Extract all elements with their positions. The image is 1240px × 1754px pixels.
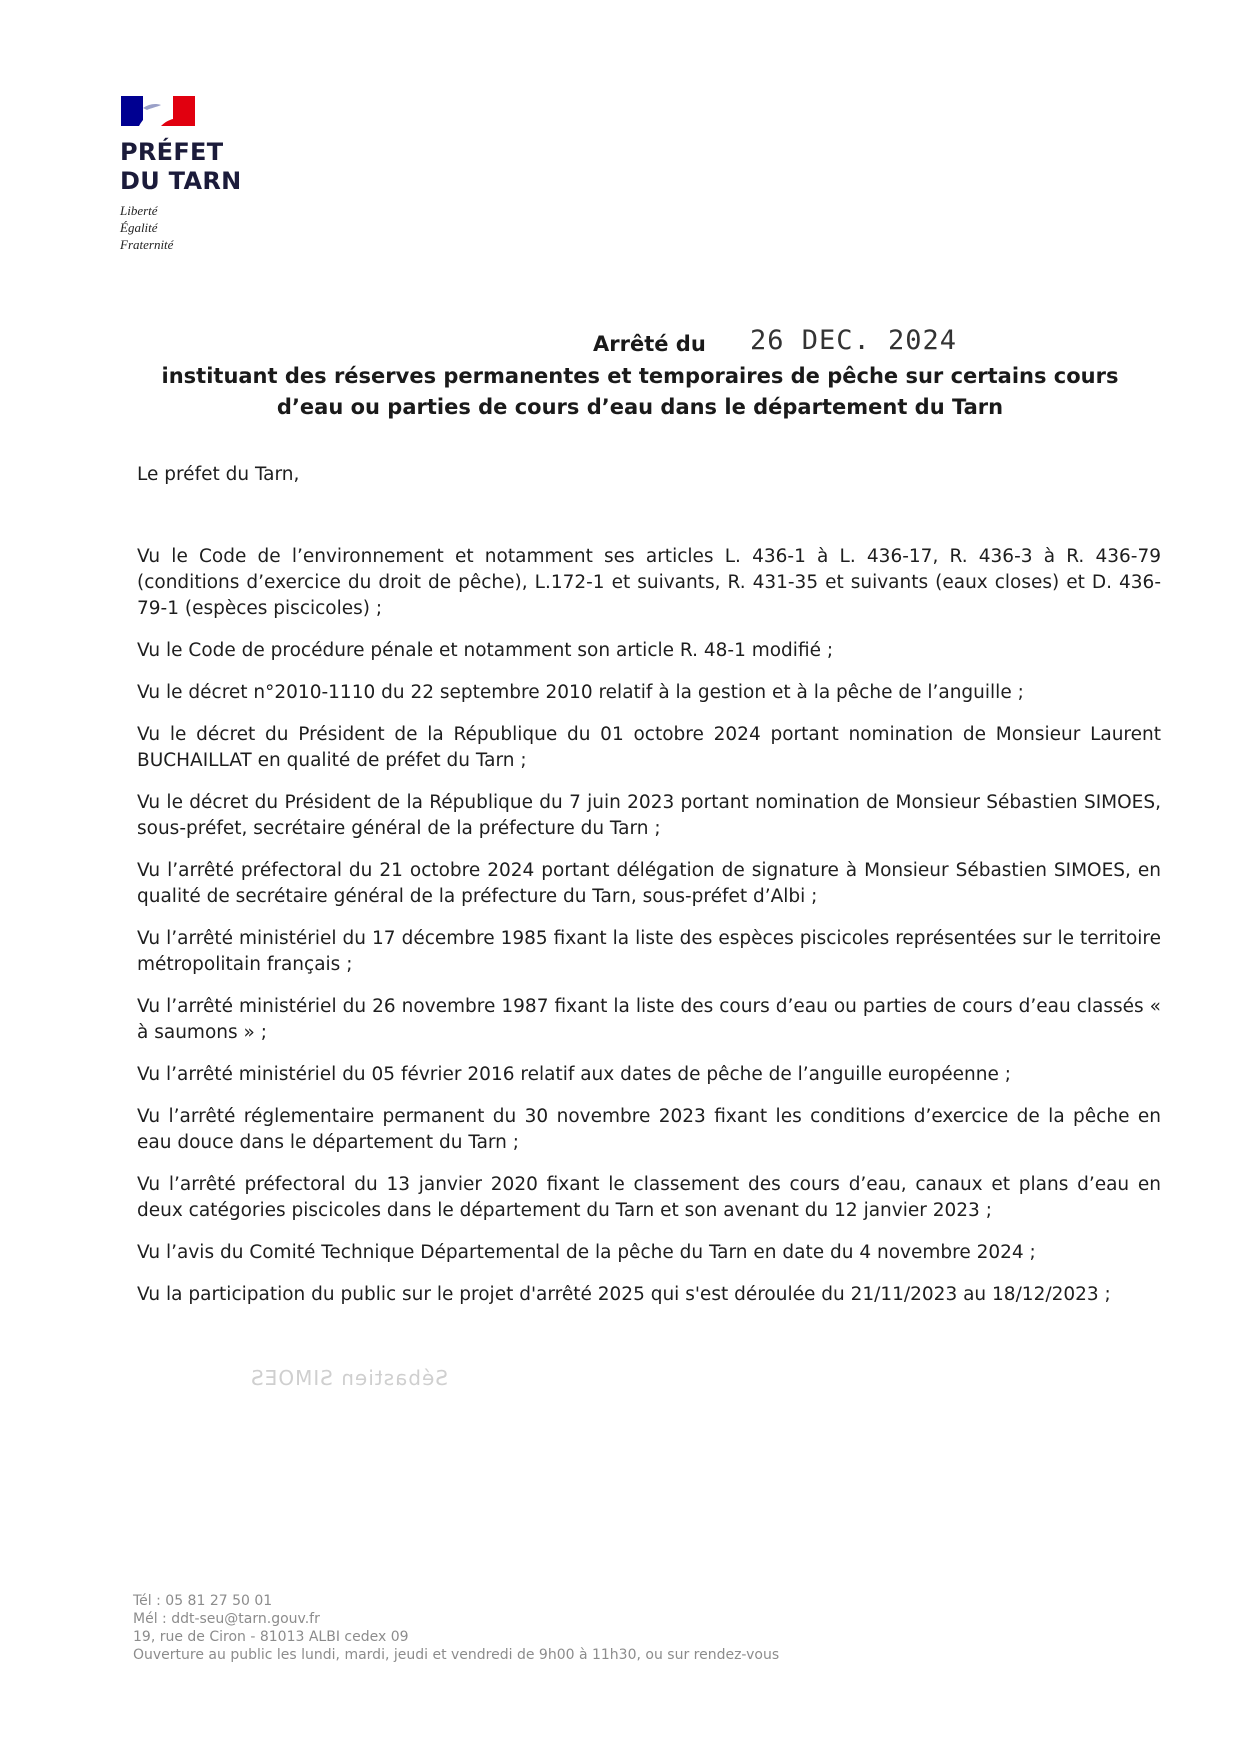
motto-egalite: Égalité bbox=[120, 220, 158, 235]
vu-clause: Vu l’arrêté préfectoral du 21 octobre 2024 portant délégation de signature à Monsieur Sébastien SIMOES, en qualité de secrétaire général de la préfecture du Tarn, sous-préfet d’Albi ; bbox=[137, 860, 1161, 907]
vu-clause: Vu le Code de procédure pénale et notamment son article R. 48-1 modifié ; bbox=[137, 640, 834, 661]
vu-clause: Vu l’avis du Comité Technique Départemental de la pêche du Tarn en date du 4 novembre 2024 ; bbox=[137, 1242, 1036, 1263]
vu-clause: Vu le décret du Président de la République du 7 juin 2023 portant nomination de Monsieur Sébastien SIMOES, sous-préfet, secrétaire général de la préfecture du Tarn ; bbox=[137, 792, 1161, 839]
title-subtitle-line2: d’eau ou parties de cours d’eau dans le département du Tarn bbox=[276, 395, 1004, 419]
arrete-label: Arrêté du bbox=[593, 332, 706, 356]
footer-email: Mél : ddt-seu@tarn.gouv.fr bbox=[133, 1611, 320, 1627]
prefecture-logo bbox=[120, 96, 340, 253]
org-name-line2: DU TARN bbox=[120, 167, 242, 195]
title-subtitle-line1: instituant des réserves permanentes et temporaires de pêche sur certains cours bbox=[161, 364, 1119, 388]
document-body bbox=[137, 462, 1161, 1324]
vu-clause: Vu l’arrêté ministériel du 05 février 2016 relatif aux dates de pêche de l’anguille européenne ; bbox=[137, 1064, 1011, 1085]
document-title bbox=[120, 325, 1160, 423]
vu-clause: Vu l’arrêté ministériel du 26 novembre 1987 fixant la liste des cours d’eau ou parties de cours d’eau classés « à saumons » ; bbox=[137, 996, 1161, 1043]
motto-liberte: Liberté bbox=[120, 203, 158, 218]
vu-clause: Vu l’arrêté ministériel du 17 décembre 1985 fixant la liste des espèces piscicoles représentées sur le territoire métropolitain français ; bbox=[137, 928, 1161, 975]
motto-fraternite: Fraternité bbox=[120, 237, 174, 252]
vu-clause: Vu le décret n°2010-1110 du 22 septembre 2010 relatif à la gestion et à la pêche de l’anguille ; bbox=[137, 682, 1024, 703]
footer-contact bbox=[133, 1592, 779, 1664]
vu-clause: Vu le Code de l’environnement et notamment ses articles L. 436-1 à L. 436-17, R. 436-3 à R. 436-79 (conditions d’exercice du droit de pêche), L.172-1 et suivants, R. 431-35 et suivants (eaux closes) et D. 436-79-1 (espèces piscicoles) ; bbox=[137, 546, 1161, 619]
republic-motto bbox=[120, 202, 340, 253]
title-line bbox=[120, 325, 1160, 361]
footer-address: 19, rue de Ciron - 81013 ALBI cedex 09 bbox=[133, 1629, 409, 1645]
organization-name bbox=[120, 138, 340, 196]
marianne-flag-icon bbox=[121, 96, 195, 126]
vu-clause: Vu l’arrêté préfectoral du 13 janvier 2020 fixant le classement des cours d’eau, canaux et plans d’eau en deux catégories piscicoles dans le département du Tarn et son avenant du 12 janvier 2023 ; bbox=[137, 1174, 1161, 1221]
vu-clause: Vu le décret du Président de la République du 01 octobre 2024 portant nomination de Monsieur Laurent BUCHAILLAT en qualité de préfet du Tarn ; bbox=[137, 724, 1161, 771]
vu-clause: Vu la participation du public sur le projet d'arrêté 2025 qui s'est déroulée du 21/11/2023 au 18/12/2023 ; bbox=[137, 1284, 1111, 1305]
date-stamp: 26 DEC. 2024 bbox=[750, 325, 958, 356]
greeting: Le préfet du Tarn, bbox=[137, 464, 300, 485]
footer-phone: Tél : 05 81 27 50 01 bbox=[133, 1593, 273, 1609]
footer-hours: Ouverture au public les lundi, mardi, jeudi et vendredi de 9h00 à 11h30, ou sur rendez-vous bbox=[133, 1647, 780, 1663]
vu-clause: Vu l’arrêté réglementaire permanent du 30 novembre 2023 fixant les conditions d’exercice de la pêche en eau douce dans le département du Tarn ; bbox=[137, 1106, 1161, 1153]
bleed-through-text: Sébastien SIMOES bbox=[250, 1366, 449, 1390]
org-name-line1: PRÉFET bbox=[120, 138, 224, 166]
